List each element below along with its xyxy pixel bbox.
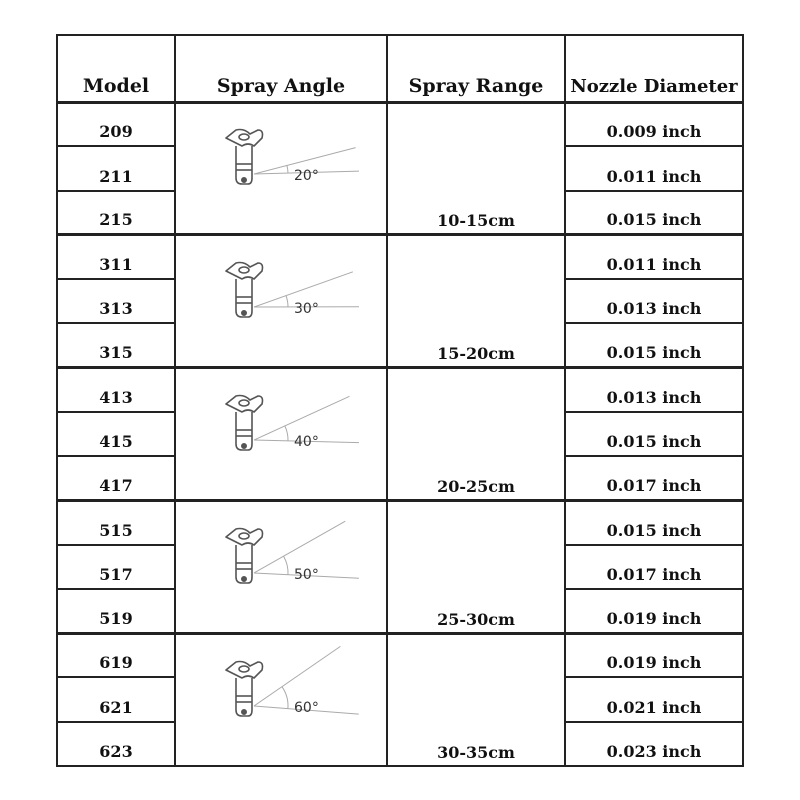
spray-angle-cell: [175, 500, 387, 633]
nozzle-diameter-cell: 0.015 inch: [565, 500, 743, 544]
model-cell: 311: [57, 235, 175, 279]
spray-range-cell: 10-15cm: [387, 102, 565, 235]
model-cell: 517: [57, 545, 175, 589]
spray-nozzle-icon: [226, 661, 263, 716]
nozzle-diameter-cell: 0.017 inch: [565, 456, 743, 500]
nozzle-diameter-cell: 0.009 inch: [565, 102, 743, 146]
header-model: Model: [57, 35, 175, 102]
model-cell: 215: [57, 191, 175, 235]
spray-angle-label: 20°: [294, 168, 319, 185]
table-row: [57, 500, 743, 544]
spray-angle-arc: [287, 166, 288, 174]
spray-angle-label: 50°: [294, 566, 319, 583]
nozzle-diameter-cell: 0.019 inch: [565, 589, 743, 633]
spray-cone-upper-line: [254, 646, 340, 706]
nozzle-diameter-cell: 0.013 inch: [565, 279, 743, 323]
spray-nozzle-icon: [226, 130, 263, 185]
model-cell: 413: [57, 368, 175, 412]
model-cell: 209: [57, 102, 175, 146]
spray-range-cell: 15-20cm: [387, 235, 565, 368]
spray-angle-arc: [285, 426, 288, 441]
header-spray-angle: Spray Angle: [175, 35, 387, 102]
model-cell: 623: [57, 722, 175, 766]
model-cell: 515: [57, 500, 175, 544]
table-body: [57, 102, 743, 766]
spray-angle-diagram: [196, 640, 366, 760]
nozzle-diameter-cell: 0.015 inch: [565, 191, 743, 235]
spray-range-cell: 25-30cm: [387, 500, 565, 633]
spray-angle-cell: [175, 235, 387, 368]
nozzle-diameter-cell: 0.021 inch: [565, 677, 743, 721]
spray-angle-cell: [175, 368, 387, 501]
model-cell: 211: [57, 146, 175, 190]
spray-cone-upper-line: [254, 521, 345, 573]
nozzle-diameter-cell: 0.019 inch: [565, 633, 743, 677]
model-cell: 619: [57, 633, 175, 677]
model-cell: 519: [57, 589, 175, 633]
spray-angle-label: 40°: [294, 433, 319, 450]
spray-range-cell: 30-35cm: [387, 633, 565, 766]
table-row: [57, 102, 743, 146]
spray-angle-diagram: [196, 108, 366, 228]
model-cell: 313: [57, 279, 175, 323]
nozzle-diameter-cell: 0.023 inch: [565, 722, 743, 766]
spray-angle-arc: [284, 556, 288, 575]
spray-nozzle-icon: [226, 395, 263, 450]
spray-angle-diagram: [196, 374, 366, 494]
nozzle-diameter-cell: 0.011 inch: [565, 146, 743, 190]
spray-nozzle-icon: [226, 528, 263, 583]
model-cell: 621: [57, 677, 175, 721]
table-header-row: [57, 35, 743, 102]
header-nozzle-diameter: Nozzle Diameter: [565, 35, 743, 102]
spray-range-cell: 20-25cm: [387, 368, 565, 501]
spray-angle-cell: [175, 102, 387, 235]
model-cell: 315: [57, 323, 175, 367]
spray-angle-label: 60°: [294, 699, 319, 716]
nozzle-diameter-cell: 0.015 inch: [565, 412, 743, 456]
nozzle-diameter-cell: 0.011 inch: [565, 235, 743, 279]
model-cell: 417: [57, 456, 175, 500]
table-row: [57, 633, 743, 677]
nozzle-diameter-cell: 0.013 inch: [565, 368, 743, 412]
spray-angle-cell: [175, 633, 387, 766]
nozzle-diameter-cell: 0.015 inch: [565, 323, 743, 367]
spray-angle-label: 30°: [294, 301, 319, 318]
spray-nozzle-icon: [226, 263, 263, 318]
spray-angle-diagram: [196, 241, 366, 361]
spray-angle-diagram: [196, 507, 366, 627]
spray-angle-arc: [282, 687, 288, 709]
header-spray-range: Spray Range: [387, 35, 565, 102]
table-row: [57, 235, 743, 279]
spray-angle-arc: [286, 296, 288, 307]
nozzle-diameter-cell: 0.017 inch: [565, 545, 743, 589]
table-row: [57, 368, 743, 412]
model-cell: 415: [57, 412, 175, 456]
spray-tip-spec-table: [56, 34, 744, 767]
